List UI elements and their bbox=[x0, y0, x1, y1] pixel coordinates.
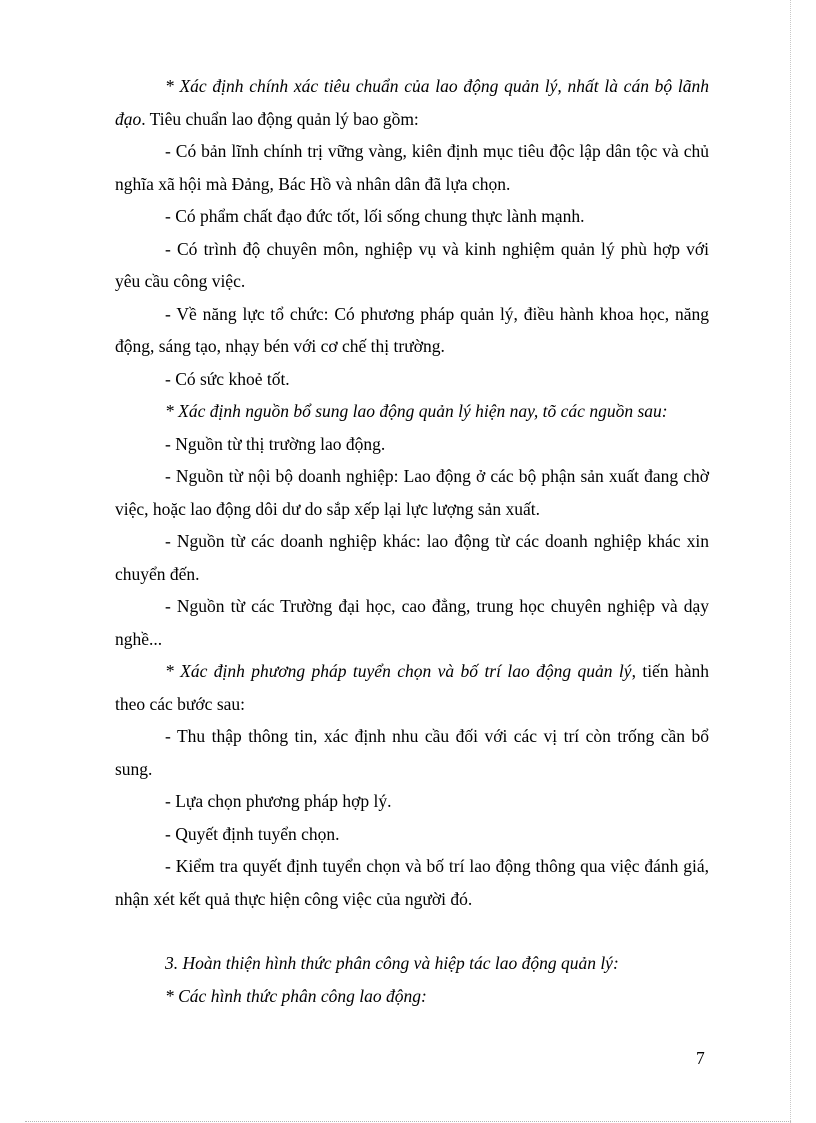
section-subheading: * Các hình thức phân công lao động: bbox=[165, 985, 427, 1006]
paragraph-expertise: - Có trình độ chuyên môn, nghiệp vụ và kinh nghiệm quản lý phù hợp với yêu cầu công việc. bbox=[115, 238, 709, 291]
recruitment-intro-text: , tiến hành theo các bước sau: bbox=[115, 661, 709, 714]
paragraph-step-review: - Kiểm tra quyết định tuyển chọn và bố trí lao động thông qua việc đánh giá, nhận xét kết quả thực hiện công việc của người đó. bbox=[115, 856, 709, 909]
paragraph-step-collect-info: - Thu thập thông tin, xác định nhu cầu đối với các vị trí còn trống cần bổ sung. bbox=[115, 726, 709, 779]
paragraph-sources-heading: * Xác định nguồn bổ sung lao động quản lý hiện nay, tõ các nguồn sau: bbox=[165, 401, 668, 421]
paragraph-political-bravery: - Có bản lĩnh chính trị vững vàng, kiên định mục tiêu độc lập dân tộc và chủ nghĩa xã hội mà Đảng, Bác Hồ và nhân dân đã lựa chọn. bbox=[115, 141, 709, 194]
criteria-intro-text: . Tiêu chuẩn lao động quản lý bao gồm: bbox=[141, 108, 419, 129]
paragraph-source-labor-market: - Nguồn từ thị trường lao động. bbox=[165, 433, 386, 454]
paragraph-organizing-capacity: - Về năng lực tổ chức: Có phương pháp quản lý, điều hành khoa học, năng động, sáng tạo, nhạy bén với cơ chế thị trường. bbox=[115, 303, 709, 356]
page-bottom-border bbox=[25, 1121, 791, 1122]
paragraph-source-internal: - Nguồn từ nội bộ doanh nghiệp: Lao động ở các bộ phận sản xuất đang chờ việc, hoặc lao động dôi dư do sắp xếp lại lực lượng sản xuất. bbox=[115, 466, 709, 519]
page-body bbox=[115, 70, 709, 1012]
paragraph-criteria-intro bbox=[115, 70, 709, 135]
paragraph-recruitment-intro bbox=[115, 655, 709, 720]
page-number: 7 bbox=[696, 1048, 705, 1068]
paragraph-health: - Có sức khoẻ tốt. bbox=[165, 368, 290, 389]
section-spacer bbox=[115, 915, 709, 947]
criteria-heading-italic: * Xác định chính xác tiêu chuẩn của lao động quản lý, nhất là cán bộ lãnh đạo bbox=[115, 76, 709, 129]
paragraph-source-schools: - Nguồn từ các Trường đại học, cao đẳng, trung học chuyên nghiệp và dạy nghề... bbox=[115, 596, 709, 649]
paragraph-step-decide: - Quyết định tuyển chọn. bbox=[165, 823, 340, 844]
paragraph-step-choose-method: - Lựa chọn phương pháp hợp lý. bbox=[165, 791, 392, 811]
recruitment-heading-italic: * Xác định phương pháp tuyển chọn và bố trí lao động quản lý bbox=[165, 661, 632, 681]
section-heading: 3. Hoàn thiện hình thức phân công và hiệp tác lao động quản lý: bbox=[165, 953, 619, 973]
paragraph-ethics: - Có phẩm chất đạo đức tốt, lối sống chung thực lành mạnh. bbox=[165, 206, 585, 226]
page-right-border bbox=[790, 0, 791, 1123]
paragraph-source-other-enterprises: - Nguồn từ các doanh nghiệp khác: lao động từ các doanh nghiệp khác xin chuyển đến. bbox=[115, 531, 709, 584]
